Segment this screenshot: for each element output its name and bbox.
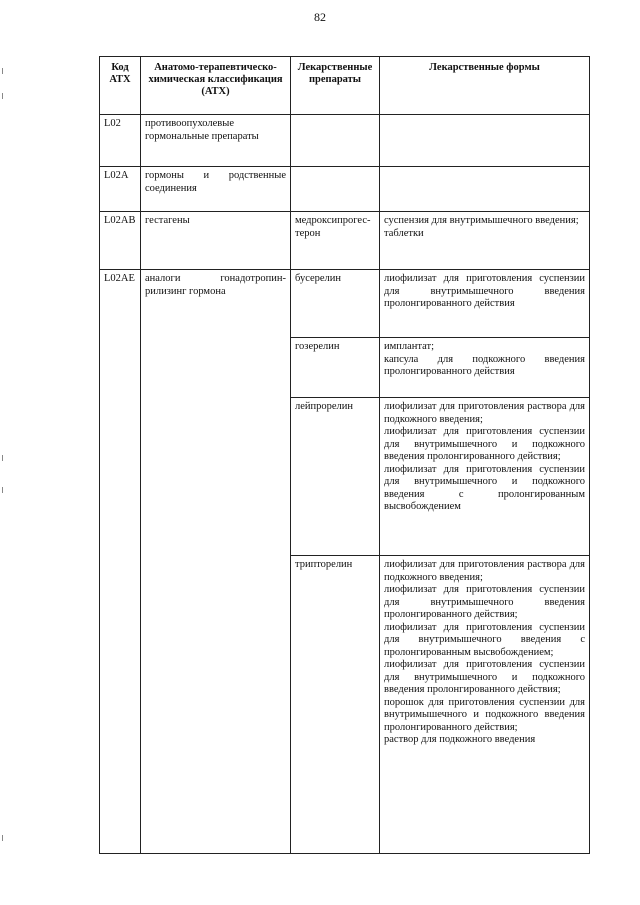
form-item: лиофилизат для приготовления суспензии для внутримышечного и подкожного введения пролонгированного действия;	[384, 426, 585, 462]
form-item: раствор для подкожного введения	[384, 734, 536, 745]
form-item: лиофилизат для приготовления суспензии для внутримышечного и подкожного введения с пролонгированным высвобождением	[384, 463, 585, 512]
row-preparation: медроксипрогес-терон	[291, 212, 380, 270]
form-item: лиофилизат для приготовления раствора для подкожного введения;	[384, 559, 585, 583]
row-classification: аналоги гонадотропин-рилизинг гормона	[141, 270, 291, 854]
row-preparation	[291, 115, 380, 167]
row-forms	[380, 115, 590, 167]
row-preparation: лейпрорелин	[291, 398, 380, 556]
form-item: лиофилизат для приготовления раствора для подкожного введения;	[384, 401, 585, 425]
table-row	[100, 115, 590, 167]
form-item: лиофилизат для приготовления суспензии для внутримышечного введения с пролонгированным высвобождением;	[384, 621, 585, 658]
row-code: L02	[100, 115, 141, 167]
table-body	[100, 115, 590, 854]
header-code: Код АТХ	[100, 57, 141, 115]
table-header-row	[100, 57, 590, 115]
row-forms	[380, 338, 590, 398]
row-forms	[380, 212, 590, 270]
row-classification: гестагены	[141, 212, 291, 270]
row-preparation: бусерелин	[291, 270, 380, 338]
row-classification: гормоны и родственные соединения	[141, 167, 291, 212]
table-row	[100, 270, 590, 338]
form-item: таблетки	[384, 227, 424, 239]
atc-drug-table	[99, 56, 590, 854]
page-number: 82	[314, 10, 326, 24]
row-forms	[380, 167, 590, 212]
row-forms	[380, 270, 590, 338]
form-item: лиофилизат для приготовления суспензии для внутримышечного и подкожного введения пролонгированного действия;	[384, 659, 585, 695]
row-code: L02AE	[100, 270, 141, 854]
row-forms	[380, 556, 590, 854]
table-row	[100, 167, 590, 212]
margin-mark	[2, 68, 3, 74]
header-preparations: Лекарственные препараты	[291, 57, 380, 115]
margin-mark	[2, 835, 3, 841]
table-row	[100, 212, 590, 270]
form-item: лиофилизат для приготовления суспензии для внутримышечного введения пролонгированного действия	[384, 273, 585, 309]
margin-mark	[2, 93, 3, 99]
row-preparation: гозерелин	[291, 338, 380, 398]
row-code: L02AB	[100, 212, 141, 270]
form-item: капсула для подкожного введения пролонгированного действия	[384, 353, 585, 377]
row-preparation: трипторелин	[291, 556, 380, 854]
row-preparation	[291, 167, 380, 212]
margin-mark	[2, 455, 3, 461]
form-item: имплантат;	[384, 341, 435, 352]
header-forms: Лекарственные формы	[380, 57, 590, 115]
header-classification: Анатомо-терапевтическо-химическая классификация (АТХ)	[141, 57, 291, 115]
row-forms	[380, 398, 590, 556]
form-item: лиофилизат для приготовления суспензии для внутримышечного введения пролонгированного действия;	[384, 584, 585, 620]
row-classification: противоопухолевые гормональные препараты	[141, 115, 291, 167]
form-item: порошок для приготовления суспензии для внутримышечного и подкожного введения пролонгированного действия;	[384, 696, 585, 733]
row-code: L02A	[100, 167, 141, 212]
margin-mark	[2, 487, 3, 493]
form-item: суспензия для внутримышечного введения;	[384, 215, 579, 226]
